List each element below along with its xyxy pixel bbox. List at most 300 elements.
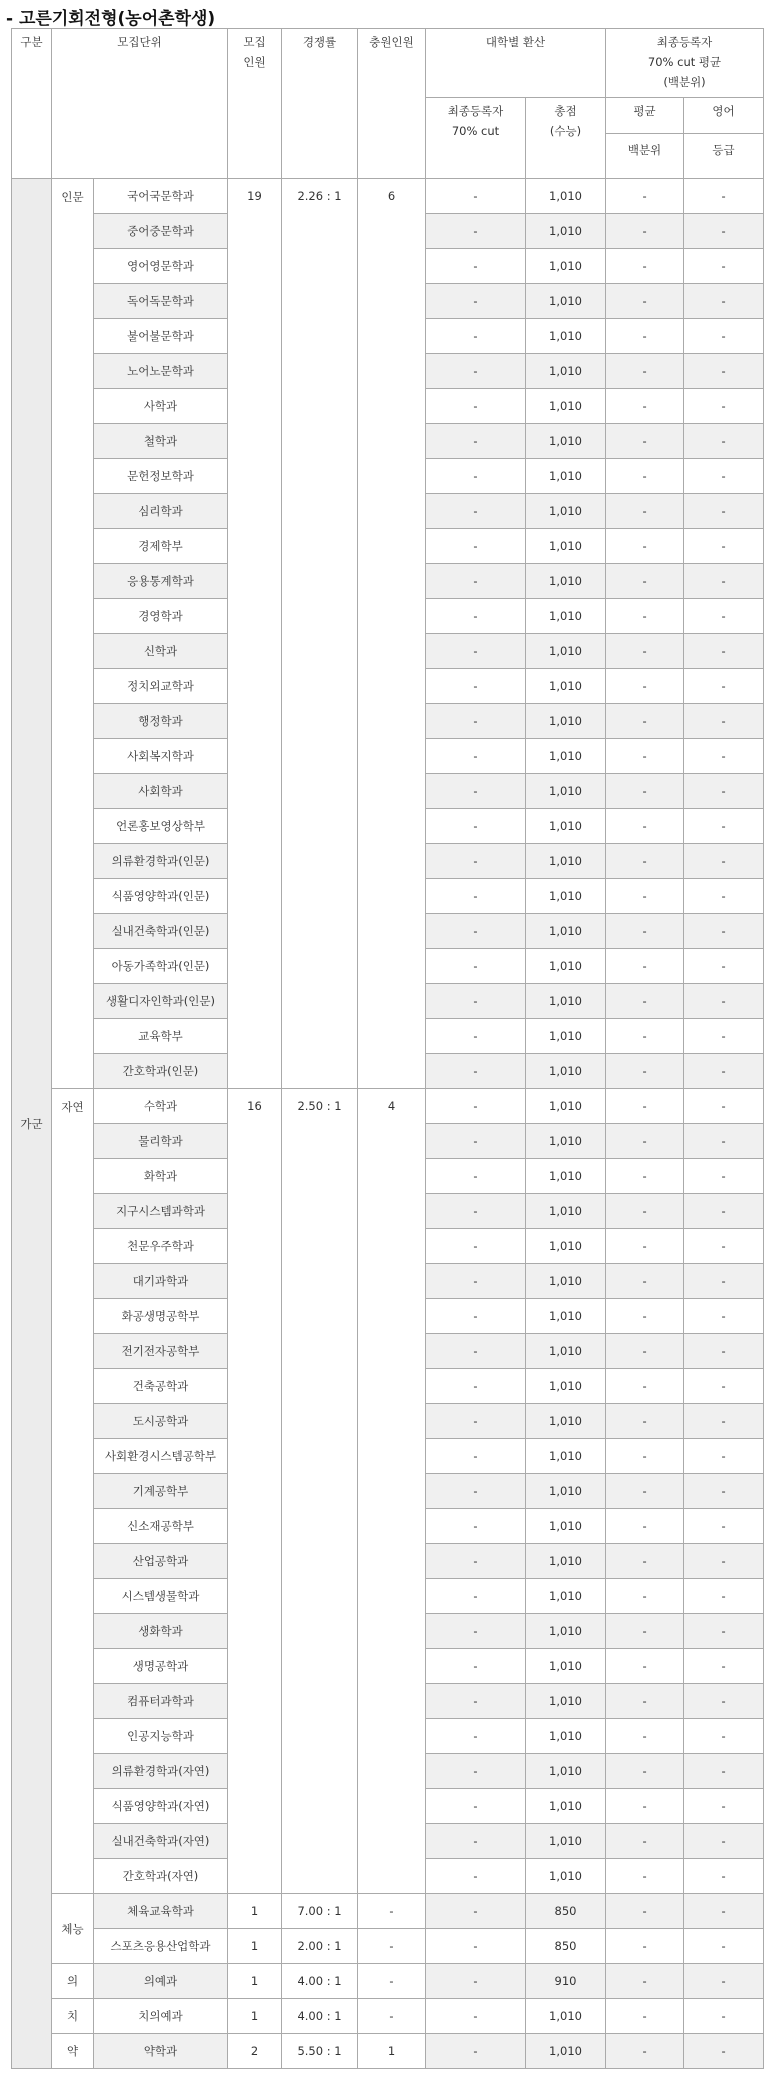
- eng-cell: -: [684, 914, 764, 949]
- dept-name: 정치외교학과: [94, 669, 228, 704]
- cut-cell: -: [426, 844, 526, 879]
- avg-cell: -: [606, 1649, 684, 1684]
- eng-cell: -: [684, 1159, 764, 1194]
- dept-name: 행정학과: [94, 704, 228, 739]
- dept-name: 체육교육학과: [94, 1894, 228, 1929]
- dept-name: 불어불문학과: [94, 319, 228, 354]
- header-univ-conv: 대학별 환산: [426, 29, 606, 98]
- avg-cell: -: [606, 1194, 684, 1229]
- dept-name: 식품영양학과(자연): [94, 1789, 228, 1824]
- header-final-line2: 70% cut 평균: [647, 55, 722, 69]
- eng-cell: -: [684, 1964, 764, 1999]
- ratio-cell: 2.26 : 1: [282, 179, 358, 1089]
- score-cell: 1,010: [526, 1859, 606, 1894]
- eng-cell: -: [684, 1544, 764, 1579]
- score-cell: 1,010: [526, 739, 606, 774]
- eng-cell: -: [684, 2034, 764, 2069]
- score-cell: 1,010: [526, 1124, 606, 1159]
- cut-cell: -: [426, 1509, 526, 1544]
- dept-name: 철학과: [94, 424, 228, 459]
- eng-cell: -: [684, 1369, 764, 1404]
- avg-cell: -: [606, 739, 684, 774]
- score-cell: 1,010: [526, 1264, 606, 1299]
- avg-cell: -: [606, 494, 684, 529]
- cut-cell: -: [426, 1649, 526, 1684]
- eng-cell: -: [684, 529, 764, 564]
- cut-cell: -: [426, 179, 526, 214]
- cut-cell: -: [426, 249, 526, 284]
- header-cut-line1: 최종등록자: [447, 104, 504, 118]
- dept-name: 응용통계학과: [94, 564, 228, 599]
- header-final: [606, 29, 764, 98]
- header-avg: [606, 98, 684, 179]
- score-cell: 1,010: [526, 634, 606, 669]
- eng-cell: -: [684, 1264, 764, 1299]
- avg-cell: -: [606, 389, 684, 424]
- avg-cell: -: [606, 1404, 684, 1439]
- avg-cell: -: [606, 634, 684, 669]
- score-cell: 1,010: [526, 949, 606, 984]
- dept-name: 신소재공학부: [94, 1509, 228, 1544]
- track-label: 인문: [52, 179, 94, 1089]
- quota-cell: 2: [228, 2034, 282, 2069]
- avg-cell: -: [606, 1509, 684, 1544]
- cut-cell: -: [426, 599, 526, 634]
- avg-cell: -: [606, 1334, 684, 1369]
- avg-cell: -: [606, 1299, 684, 1334]
- eng-cell: -: [684, 1054, 764, 1089]
- eng-cell: -: [684, 669, 764, 704]
- avg-cell: -: [606, 1474, 684, 1509]
- score-cell: 1,010: [526, 1719, 606, 1754]
- cut-cell: -: [426, 1859, 526, 1894]
- cut-cell: -: [426, 564, 526, 599]
- header-final-line1: 최종등록자: [656, 35, 713, 49]
- avg-cell: -: [606, 1089, 684, 1124]
- avg-cell: -: [606, 844, 684, 879]
- score-cell: 1,010: [526, 1824, 606, 1859]
- eng-cell: -: [684, 844, 764, 879]
- eng-cell: -: [684, 1614, 764, 1649]
- score-cell: 910: [526, 1964, 606, 1999]
- avg-cell: -: [606, 214, 684, 249]
- score-cell: 1,010: [526, 249, 606, 284]
- avg-cell: -: [606, 1999, 684, 2034]
- dept-name: 노어노문학과: [94, 354, 228, 389]
- cut-cell: -: [426, 1404, 526, 1439]
- cut-cell: -: [426, 284, 526, 319]
- avg-cell: -: [606, 809, 684, 844]
- cut-cell: -: [426, 1544, 526, 1579]
- page-title: - 고른기회전형(농어촌학생): [6, 9, 216, 29]
- table-row: [12, 1089, 764, 1124]
- cut-cell: -: [426, 1124, 526, 1159]
- header-eng-line2: 등급: [684, 133, 763, 160]
- eng-cell: -: [684, 284, 764, 319]
- cut-cell: -: [426, 2034, 526, 2069]
- cut-cell: -: [426, 1019, 526, 1054]
- avg-cell: -: [606, 1579, 684, 1614]
- dept-name: 전기전자공학부: [94, 1334, 228, 1369]
- admissions-table: [11, 28, 764, 2069]
- cut-cell: -: [426, 1684, 526, 1719]
- dept-name: 영어영문학과: [94, 249, 228, 284]
- eng-cell: -: [684, 1509, 764, 1544]
- avg-cell: -: [606, 354, 684, 389]
- avg-cell: -: [606, 424, 684, 459]
- dept-name: 대기과학과: [94, 1264, 228, 1299]
- eng-cell: -: [684, 1229, 764, 1264]
- dept-name: 독어독문학과: [94, 284, 228, 319]
- score-cell: 1,010: [526, 459, 606, 494]
- avg-cell: -: [606, 1859, 684, 1894]
- score-cell: 1,010: [526, 1474, 606, 1509]
- avg-cell: -: [606, 1124, 684, 1159]
- score-cell: 1,010: [526, 1159, 606, 1194]
- score-cell: 1,010: [526, 599, 606, 634]
- cut-cell: -: [426, 1334, 526, 1369]
- score-cell: 1,010: [526, 1369, 606, 1404]
- extra-cell: -: [358, 1999, 426, 2034]
- dept-name: 국어국문학과: [94, 179, 228, 214]
- dept-name: 스포츠응용산업학과: [94, 1929, 228, 1964]
- score-cell: 1,010: [526, 1334, 606, 1369]
- score-cell: 1,010: [526, 879, 606, 914]
- avg-cell: -: [606, 1684, 684, 1719]
- eng-cell: -: [684, 494, 764, 529]
- header-score: [526, 98, 606, 179]
- track-label: 자연: [52, 1089, 94, 1894]
- cut-cell: -: [426, 1264, 526, 1299]
- score-cell: 1,010: [526, 1614, 606, 1649]
- cut-cell: -: [426, 879, 526, 914]
- cut-cell: -: [426, 1299, 526, 1334]
- dept-name: 치의예과: [94, 1999, 228, 2034]
- dept-name: 의예과: [94, 1964, 228, 1999]
- avg-cell: -: [606, 704, 684, 739]
- extra-cell: 4: [358, 1089, 426, 1894]
- header-quota: [228, 29, 282, 179]
- eng-cell: -: [684, 1579, 764, 1614]
- cut-cell: -: [426, 424, 526, 459]
- eng-cell: -: [684, 1089, 764, 1124]
- score-cell: 1,010: [526, 179, 606, 214]
- eng-cell: -: [684, 424, 764, 459]
- dept-name: 의류환경학과(인문): [94, 844, 228, 879]
- cut-cell: -: [426, 949, 526, 984]
- dept-name: 건축공학과: [94, 1369, 228, 1404]
- eng-cell: -: [684, 599, 764, 634]
- dept-name: 식품영양학과(인문): [94, 879, 228, 914]
- score-cell: 1,010: [526, 809, 606, 844]
- extra-cell: -: [358, 1964, 426, 1999]
- cut-cell: -: [426, 1089, 526, 1124]
- table-row: [12, 1929, 764, 1964]
- cut-cell: -: [426, 809, 526, 844]
- quota-cell: 1: [228, 1894, 282, 1929]
- score-cell: 1,010: [526, 1089, 606, 1124]
- cut-cell: -: [426, 1474, 526, 1509]
- dept-name: 산업공학과: [94, 1544, 228, 1579]
- ratio-cell: 4.00 : 1: [282, 1999, 358, 2034]
- header-avg-line2: 백분위: [606, 133, 683, 160]
- extra-cell: -: [358, 1894, 426, 1929]
- cut-cell: -: [426, 1894, 526, 1929]
- extra-cell: 1: [358, 2034, 426, 2069]
- score-cell: 1,010: [526, 774, 606, 809]
- eng-cell: -: [684, 354, 764, 389]
- avg-cell: -: [606, 284, 684, 319]
- eng-cell: -: [684, 1404, 764, 1439]
- score-cell: 1,010: [526, 529, 606, 564]
- dept-name: 약학과: [94, 2034, 228, 2069]
- avg-cell: -: [606, 1964, 684, 1999]
- score-cell: 1,010: [526, 424, 606, 459]
- quota-cell: 19: [228, 179, 282, 1089]
- table-row: [12, 1999, 764, 2034]
- cut-cell: -: [426, 1999, 526, 2034]
- score-cell: 1,010: [526, 494, 606, 529]
- table-row: [12, 2034, 764, 2069]
- avg-cell: -: [606, 1544, 684, 1579]
- score-cell: 1,010: [526, 214, 606, 249]
- cut-cell: -: [426, 1369, 526, 1404]
- header-eng: [684, 98, 764, 179]
- cut-cell: -: [426, 319, 526, 354]
- eng-cell: -: [684, 1684, 764, 1719]
- avg-cell: -: [606, 179, 684, 214]
- extra-cell: -: [358, 1929, 426, 1964]
- dept-name: 사회복지학과: [94, 739, 228, 774]
- score-cell: 1,010: [526, 914, 606, 949]
- eng-cell: -: [684, 634, 764, 669]
- header-ratio: 경쟁률: [282, 29, 358, 179]
- quota-cell: 1: [228, 1929, 282, 1964]
- eng-cell: -: [684, 1754, 764, 1789]
- dept-name: 화학과: [94, 1159, 228, 1194]
- eng-cell: -: [684, 774, 764, 809]
- avg-cell: -: [606, 1369, 684, 1404]
- cut-cell: -: [426, 1789, 526, 1824]
- group-label: 가군: [12, 179, 52, 2069]
- score-cell: 1,010: [526, 564, 606, 599]
- cut-cell: -: [426, 1054, 526, 1089]
- avg-cell: -: [606, 1614, 684, 1649]
- cut-cell: -: [426, 1614, 526, 1649]
- score-cell: 1,010: [526, 354, 606, 389]
- cut-cell: -: [426, 389, 526, 424]
- header-eng-line1: 영어: [712, 104, 735, 118]
- score-cell: 1,010: [526, 1684, 606, 1719]
- cut-cell: -: [426, 774, 526, 809]
- track-label: 치: [52, 1999, 94, 2034]
- score-cell: 1,010: [526, 669, 606, 704]
- header-unit: 모집단위: [52, 29, 228, 179]
- extra-cell: 6: [358, 179, 426, 1089]
- dept-name: 컴퓨터과학과: [94, 1684, 228, 1719]
- eng-cell: -: [684, 1299, 764, 1334]
- eng-cell: -: [684, 879, 764, 914]
- dept-name: 실내건축학과(자연): [94, 1824, 228, 1859]
- cut-cell: -: [426, 1964, 526, 1999]
- dept-name: 시스템생물학과: [94, 1579, 228, 1614]
- cut-cell: -: [426, 1824, 526, 1859]
- cut-cell: -: [426, 1579, 526, 1614]
- avg-cell: -: [606, 984, 684, 1019]
- score-cell: 1,010: [526, 319, 606, 354]
- cut-cell: -: [426, 1719, 526, 1754]
- avg-cell: -: [606, 1019, 684, 1054]
- avg-cell: -: [606, 1054, 684, 1089]
- score-cell: 1,010: [526, 284, 606, 319]
- score-cell: 1,010: [526, 2034, 606, 2069]
- dept-name: 문헌정보학과: [94, 459, 228, 494]
- cut-cell: -: [426, 459, 526, 494]
- eng-cell: -: [684, 704, 764, 739]
- dept-name: 신학과: [94, 634, 228, 669]
- dept-name: 사회학과: [94, 774, 228, 809]
- header-cut-line2: 70% cut: [451, 124, 500, 138]
- score-cell: 1,010: [526, 1054, 606, 1089]
- eng-cell: -: [684, 1474, 764, 1509]
- avg-cell: -: [606, 1264, 684, 1299]
- eng-cell: -: [684, 949, 764, 984]
- cut-cell: -: [426, 529, 526, 564]
- dept-name: 천문우주학과: [94, 1229, 228, 1264]
- avg-cell: -: [606, 949, 684, 984]
- avg-cell: -: [606, 564, 684, 599]
- eng-cell: -: [684, 1859, 764, 1894]
- dept-name: 사학과: [94, 389, 228, 424]
- cut-cell: -: [426, 634, 526, 669]
- dept-name: 간호학과(인문): [94, 1054, 228, 1089]
- avg-cell: -: [606, 1159, 684, 1194]
- eng-cell: -: [684, 1719, 764, 1754]
- dept-name: 도시공학과: [94, 1404, 228, 1439]
- header-quota-line2: 인원: [243, 55, 266, 69]
- score-cell: 1,010: [526, 1754, 606, 1789]
- dept-name: 생명공학과: [94, 1649, 228, 1684]
- score-cell: 1,010: [526, 984, 606, 1019]
- dept-name: 기계공학부: [94, 1474, 228, 1509]
- eng-cell: -: [684, 1019, 764, 1054]
- avg-cell: -: [606, 1789, 684, 1824]
- score-cell: 1,010: [526, 1999, 606, 2034]
- dept-name: 생활디자인학과(인문): [94, 984, 228, 1019]
- score-cell: 1,010: [526, 1789, 606, 1824]
- cut-cell: -: [426, 1159, 526, 1194]
- avg-cell: -: [606, 599, 684, 634]
- dept-name: 생화학과: [94, 1614, 228, 1649]
- ratio-cell: 7.00 : 1: [282, 1894, 358, 1929]
- track-label: 체능: [52, 1894, 94, 1964]
- cut-cell: -: [426, 494, 526, 529]
- cut-cell: -: [426, 1754, 526, 1789]
- dept-name: 심리학과: [94, 494, 228, 529]
- avg-cell: -: [606, 319, 684, 354]
- score-cell: 1,010: [526, 1194, 606, 1229]
- dept-name: 교육학부: [94, 1019, 228, 1054]
- cut-cell: -: [426, 1439, 526, 1474]
- quota-cell: 16: [228, 1089, 282, 1894]
- eng-cell: -: [684, 984, 764, 1019]
- score-cell: 1,010: [526, 1649, 606, 1684]
- table-body: [12, 179, 764, 2069]
- cut-cell: -: [426, 984, 526, 1019]
- cut-cell: -: [426, 1929, 526, 1964]
- score-cell: 1,010: [526, 389, 606, 424]
- table-row: [12, 179, 764, 214]
- score-cell: 1,010: [526, 1229, 606, 1264]
- dept-name: 물리학과: [94, 1124, 228, 1159]
- cut-cell: -: [426, 739, 526, 774]
- header-score-line1: 총점: [554, 104, 577, 118]
- table-row: [12, 1964, 764, 1999]
- eng-cell: -: [684, 809, 764, 844]
- eng-cell: -: [684, 1194, 764, 1229]
- eng-cell: -: [684, 1649, 764, 1684]
- dept-name: 인공지능학과: [94, 1719, 228, 1754]
- quota-cell: 1: [228, 1964, 282, 1999]
- dept-name: 경제학부: [94, 529, 228, 564]
- header-score-line2: (수능): [549, 124, 582, 138]
- score-cell: 1,010: [526, 1404, 606, 1439]
- dept-name: 실내건축학과(인문): [94, 914, 228, 949]
- score-cell: 1,010: [526, 1509, 606, 1544]
- avg-cell: -: [606, 529, 684, 564]
- track-label: 약: [52, 2034, 94, 2069]
- eng-cell: -: [684, 739, 764, 774]
- eng-cell: -: [684, 319, 764, 354]
- header-gubun: 구분: [12, 29, 52, 179]
- eng-cell: -: [684, 1789, 764, 1824]
- eng-cell: -: [684, 389, 764, 424]
- cut-cell: -: [426, 1229, 526, 1264]
- score-cell: 1,010: [526, 1544, 606, 1579]
- dept-name: 경영학과: [94, 599, 228, 634]
- score-cell: 1,010: [526, 1579, 606, 1614]
- eng-cell: -: [684, 1929, 764, 1964]
- dept-name: 화공생명공학부: [94, 1299, 228, 1334]
- table-row: [12, 1894, 764, 1929]
- dept-name: 사회환경시스템공학부: [94, 1439, 228, 1474]
- score-cell: 1,010: [526, 1019, 606, 1054]
- header-cut: [426, 98, 526, 179]
- cut-cell: -: [426, 704, 526, 739]
- eng-cell: -: [684, 1999, 764, 2034]
- cut-cell: -: [426, 1194, 526, 1229]
- dept-name: 언론홍보영상학부: [94, 809, 228, 844]
- avg-cell: -: [606, 774, 684, 809]
- eng-cell: -: [684, 1439, 764, 1474]
- avg-cell: -: [606, 459, 684, 494]
- eng-cell: -: [684, 214, 764, 249]
- score-cell: 850: [526, 1894, 606, 1929]
- dept-name: 지구시스템과학과: [94, 1194, 228, 1229]
- avg-cell: -: [606, 879, 684, 914]
- header-avg-line1: 평균: [633, 104, 656, 118]
- avg-cell: -: [606, 2034, 684, 2069]
- eng-cell: -: [684, 564, 764, 599]
- avg-cell: -: [606, 1439, 684, 1474]
- score-cell: 1,010: [526, 844, 606, 879]
- cut-cell: -: [426, 354, 526, 389]
- avg-cell: -: [606, 1719, 684, 1754]
- cut-cell: -: [426, 214, 526, 249]
- avg-cell: -: [606, 1894, 684, 1929]
- eng-cell: -: [684, 179, 764, 214]
- dept-name: 의류환경학과(자연): [94, 1754, 228, 1789]
